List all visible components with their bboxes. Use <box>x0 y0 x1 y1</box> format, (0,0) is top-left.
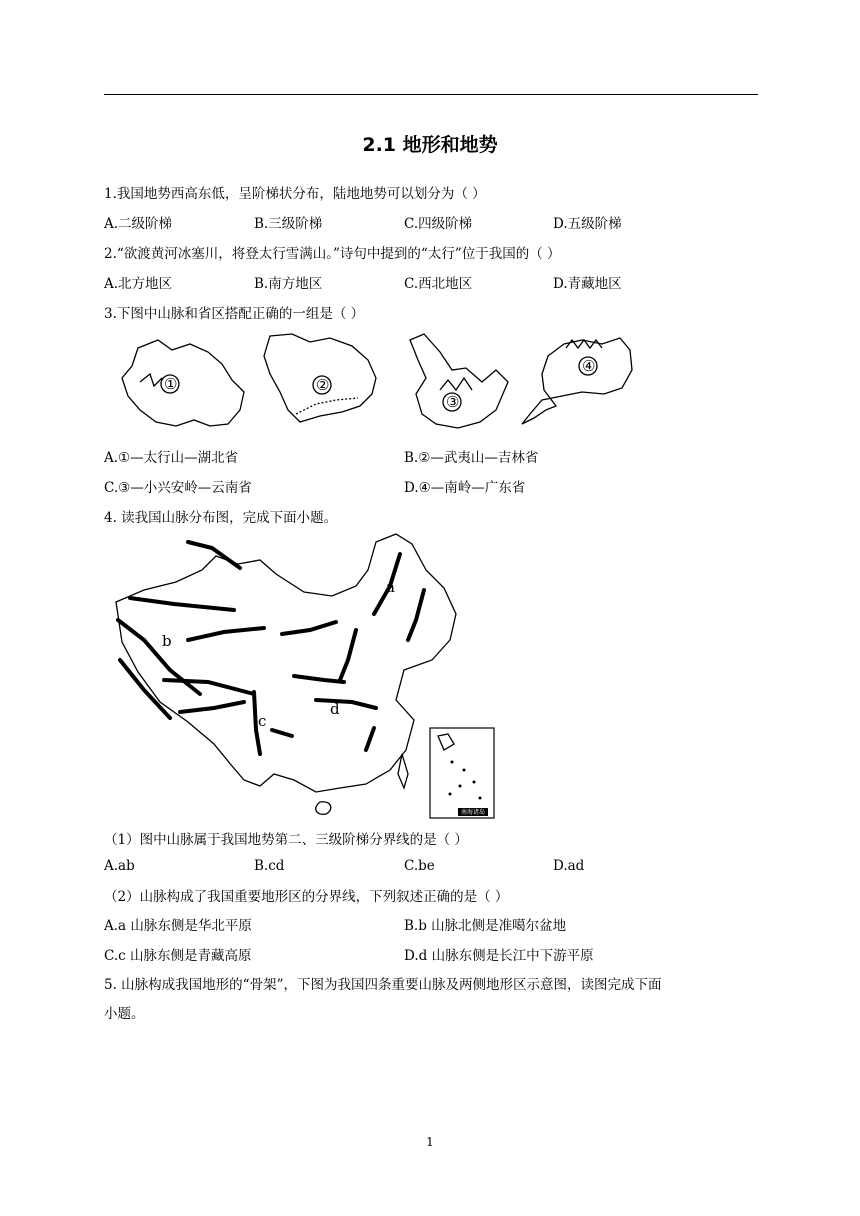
map-label-1: ① <box>164 375 178 393</box>
q1-option-b: B.三级阶梯 <box>254 216 323 232</box>
q4-sub2-option-b: B.b 山脉北侧是准噶尔盆地 <box>404 918 567 934</box>
province-map-4 <box>522 338 632 424</box>
map-label-4: ④ <box>582 357 596 375</box>
q3-stem: 3.下图中山脉和省区搭配正确的一组是（ ） <box>104 306 365 322</box>
q4-sub1-option-c: C.be <box>404 858 435 874</box>
q4-stem: 4. 读我国山脉分布图，完成下面小题。 <box>104 510 338 526</box>
province-map-3 <box>410 334 508 428</box>
q2-option-a: A.北方地区 <box>104 276 173 292</box>
q1-option-a: A.二级阶梯 <box>104 216 173 232</box>
map-label-a: a <box>386 578 395 596</box>
q3-option-a: A.①—太行山—湖北省 <box>104 450 239 466</box>
q2-option-c: C.西北地区 <box>404 276 473 292</box>
q4-sub2-option-c: C.c 山脉东侧是青藏高原 <box>104 948 252 964</box>
q2-option-b: B.南方地区 <box>254 276 323 292</box>
map-label-3: ③ <box>446 393 460 411</box>
q4-sub2-option-d: D.d 山脉东侧是长江中下游平原 <box>404 948 594 964</box>
q2-stem: 2.“欲渡黄河冰塞川，将登太行雪满山。”诗句中提到的“太行”位于我国的（ ） <box>104 246 561 262</box>
q4-sub2-stem: （2）山脉构成了我国重要地形区的分界线，下列叙述正确的是（ ） <box>104 889 509 905</box>
province-maps-figure <box>110 330 650 440</box>
page-number: 1 <box>426 1135 434 1149</box>
map-label-c: c <box>258 712 267 730</box>
q2-option-d: D.青藏地区 <box>553 276 622 292</box>
header-rule <box>104 94 758 95</box>
q3-option-b: B.②—武夷山—吉林省 <box>404 450 539 466</box>
q5-stem-line2: 小题。 <box>104 1006 145 1022</box>
inset-label: 南海诸岛 <box>460 809 486 816</box>
china-mountain-map <box>104 530 524 820</box>
q4-sub1-option-d: D.ad <box>553 858 585 874</box>
map-label-2: ② <box>316 376 330 394</box>
q4-sub2-option-a: A.a 山脉东侧是华北平原 <box>104 918 252 934</box>
q1-option-d: D.五级阶梯 <box>553 216 622 232</box>
q3-option-d: D.④—南岭—广东省 <box>404 480 526 496</box>
q1-stem: 1.我国地势西高东低，呈阶梯状分布，陆地地势可以划分为（ ） <box>104 186 486 202</box>
q4-sub1-option-a: A.ab <box>104 858 135 874</box>
q4-sub1-stem: （1）图中山脉属于我国地势第二、三级阶梯分界线的是（ ） <box>104 832 468 848</box>
page-title: 2.1 地形和地势 <box>362 134 498 156</box>
q3-option-c: C.③—小兴安岭—云南省 <box>104 480 252 496</box>
map-label-d: d <box>330 700 340 718</box>
q1-option-c: C.四级阶梯 <box>404 216 473 232</box>
province-map-1 <box>122 340 244 426</box>
q5-stem-line1: 5. 山脉构成我国地形的“骨架”，下图为我国四条重要山脉及两侧地形区示意图，读图完成下面 <box>104 977 662 993</box>
province-map-2 <box>264 334 376 422</box>
q4-sub1-option-b: B.cd <box>254 858 285 874</box>
map-label-b: b <box>162 632 172 650</box>
south-china-sea-inset <box>430 728 494 818</box>
